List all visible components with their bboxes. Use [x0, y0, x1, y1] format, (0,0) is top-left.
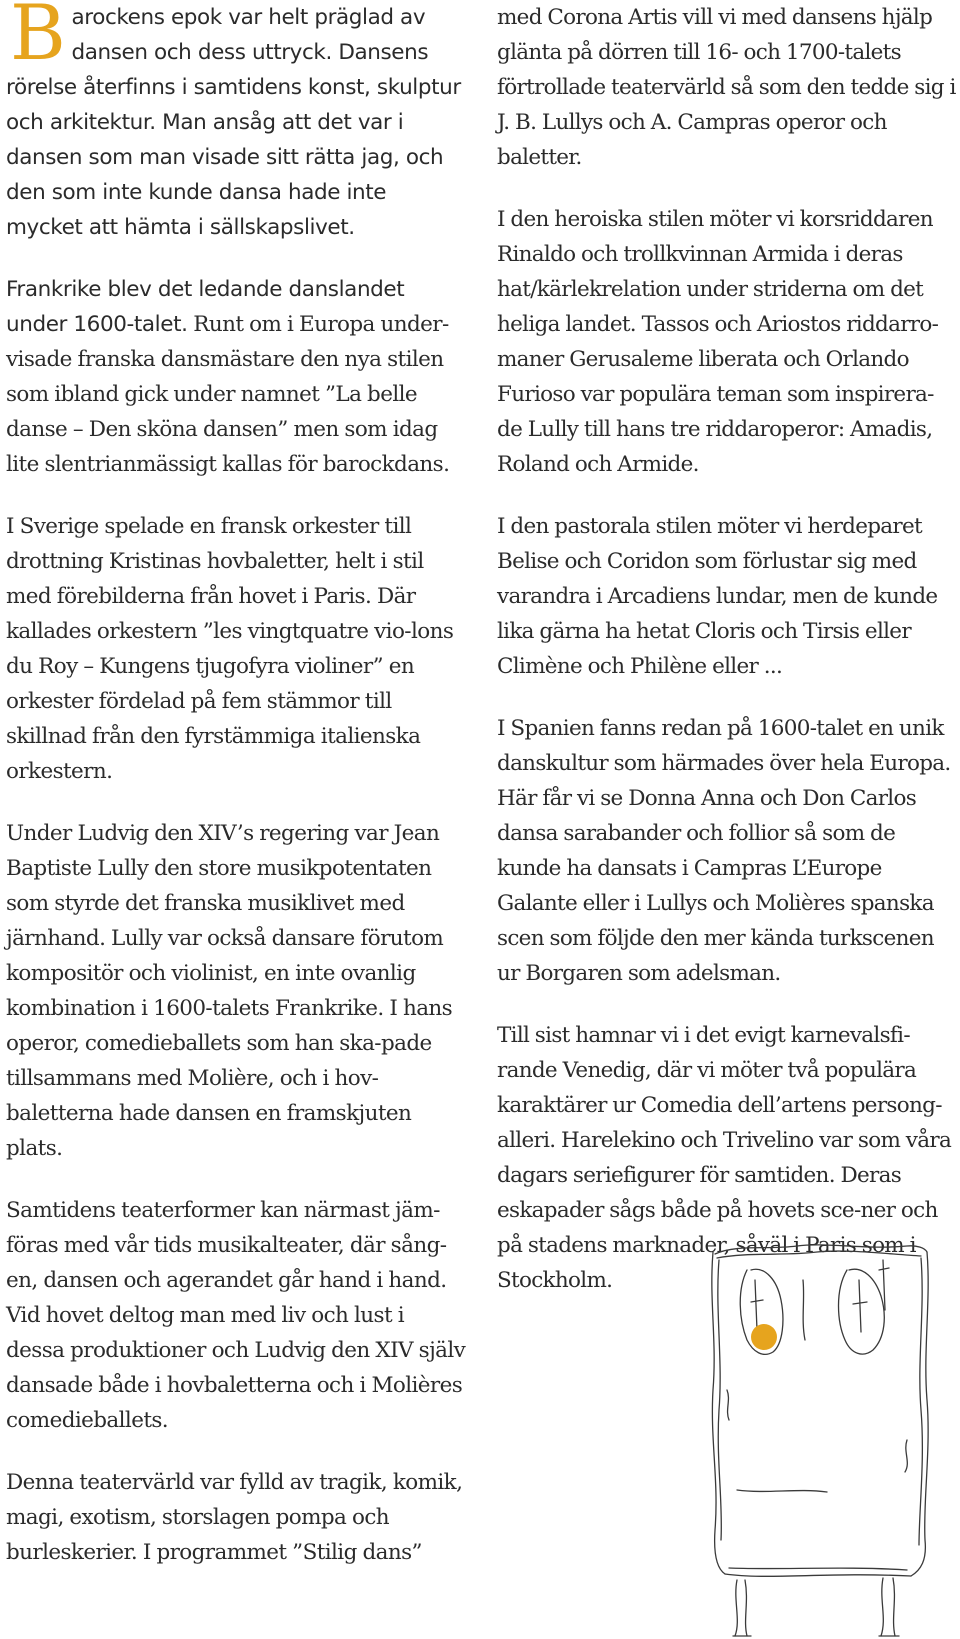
left-column: [6, 0, 468, 1597]
france-text: Runt om i Europa under-visade franska dansmästare den nya stilen som ibland gick under namnet ”La belle danse – Den sköna dansen” men som idag lite slentrianmässigt kallas för barockdans.: [6, 312, 450, 477]
paragraph-intro: [6, 0, 468, 245]
drop-cap: B: [10, 0, 66, 77]
orange-dot: [751, 1324, 777, 1350]
paragraph-pastoral: I den pastorala stilen möter vi herdeparet Belise och Coridon som förlustar sig med varandra i Arcadiens lundar, men de kunde lika gärna ha hetat Cloris och Tirsis eller Climène och Philène eller ...: [497, 514, 938, 679]
paragraph-sweden: I Sverige spelade en fransk orkester till drottning Kristinas hovbaletter, helt i stil med förebilderna från hovet i Paris. Där kallades orkestern ”les vingtquatre vio-lons du Roy – Kungens tjugofyra violiner” en orkester fördelad på fem stämmor till skillnad från den fyrstämmiga italienska orkestern.: [6, 514, 454, 784]
intro-text: arockens epok var helt präglad av dansen och dess uttryck. Dansens rörelse återfinns i samtidens konst, skulptur och arkitektur. Man ansåg att det var i dansen som man visade sitt rätta jag, och den som inte kunde dansa hade inte mycket att hämta i sällskapslivet.: [6, 5, 461, 240]
paragraph-theatre-forms: Samtidens teaterformer kan närmast jäm-föras med vår tids musikalteater, där sång-en, dansen och agerandet går hand i hand. Vid hovet deltog man med liv och lust i dessa produktioner och Ludvig den XIV själv dansade både i hovbaletterna och i Molières comedieballets.: [6, 1198, 466, 1433]
paragraph-lully: Under Ludvig den XIV’s regering var Jean Baptiste Lully den store musikpotentaten som styrde det franska musiklivet med järnhand. Lully var också dansare förutom kompositör och violinist, en inte ovanlig kombination i 1600-talets Frankrike. I hans operor, comedieballets som han ska-pade tillsammans med Molière, och i hov-baletterna hade dansen en framskjuten plats.: [6, 821, 453, 1161]
paragraph-venice: Till sist hamnar vi i det evigt karnevalsfi-rande Venedig, där vi möter två populära karaktärer ur Comedia dell’artens persong-alleri. Harelekino och Trivelino var som våra dagars seriefigurer för samtiden. Deras eskapader sågs både på hovets sce-ner och på stadens marknader, såväl i Paris som i Stockholm.: [497, 1023, 952, 1293]
paragraph-heroic: I den heroiska stilen möter vi korsriddaren Rinaldo och trollkvinnan Armida i deras hat/kärlekrelation under striderna om det heliga landet. Tassos och Ariostos riddarro-maner Gerusaleme liberata och Orlando Furioso var populära teman som inspirera-de Lully till hans tre riddaroperor: Amadis, Roland och Armide.: [497, 207, 939, 477]
mask-sketch-illustration: [707, 1240, 933, 1638]
right-column: [497, 0, 957, 1325]
paragraph-theatre-world: Denna teatervärld var fylld av tragik, komik, magi, exotism, storslagen pompa och burleskerier. I programmet ”Stilig dans”: [6, 1470, 463, 1565]
france-lead: Frankrike blev det ledande danslandet under 1600-talet.: [6, 277, 405, 337]
paragraph-corona-artis: med Corona Artis vill vi med dansens hjälp glänta på dörren till 16- och 1700-talets förtrollade teatervärld så som den tedde sig i J. B. Lullys och A. Campras operor och baletter.: [497, 5, 956, 170]
paragraph-france: [6, 272, 468, 482]
paragraph-spain: I Spanien fanns redan på 1600-talet en unik danskultur som härmades över hela Europa. Här får vi se Donna Anna och Don Carlos dansa sarabander och follior så som de kunde ha dansats i Campras L’Europe Galante eller i Lullys och Molières spanska scen som följde den mer kända turkscenen ur Borgaren som adelsman.: [497, 716, 951, 986]
